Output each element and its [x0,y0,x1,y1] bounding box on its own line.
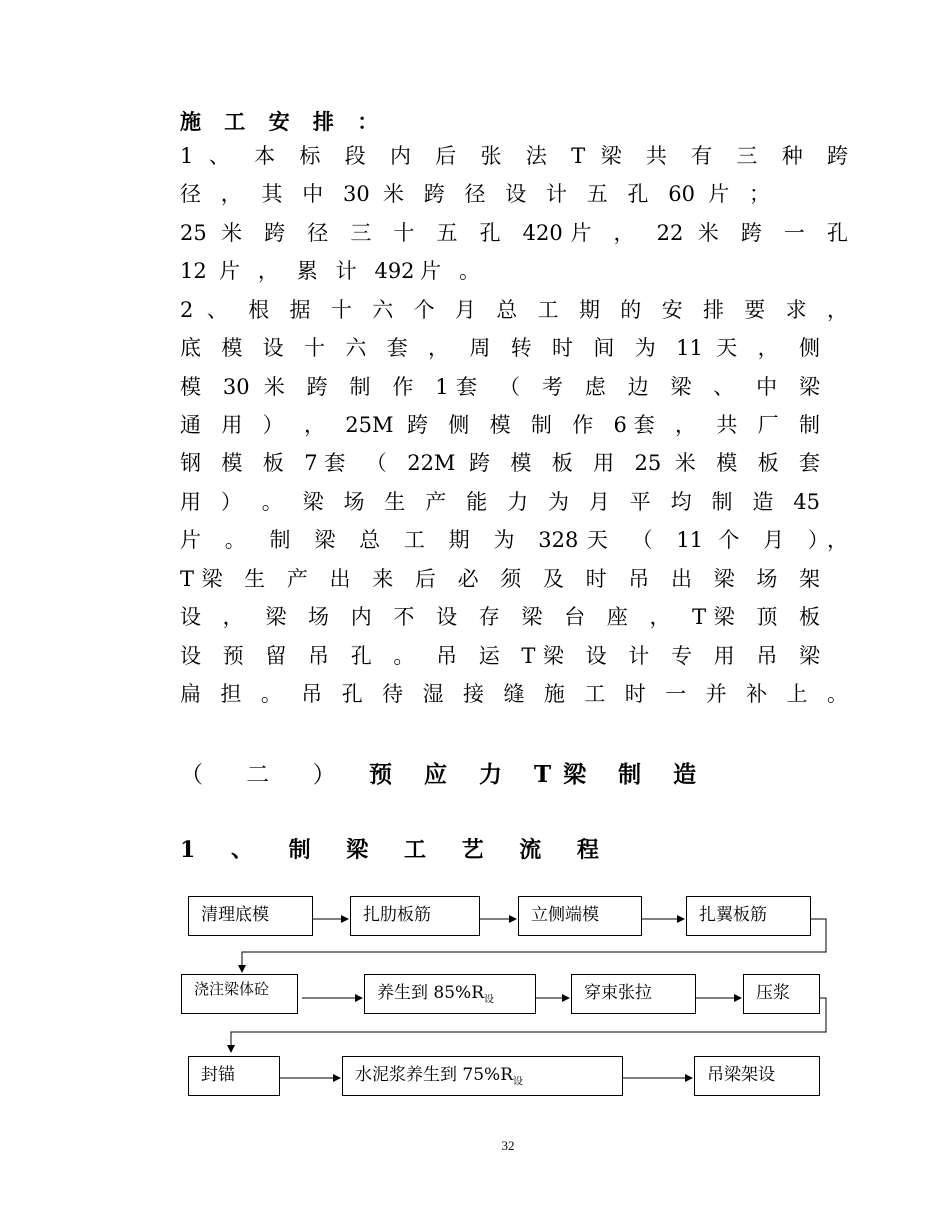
flow-step-tie-web-rebar: 扎肋板筋 [350,896,480,936]
heading-construction-plan: 施 工 安 排 ： [180,109,387,134]
paragraph-line: 25 米 跨 径 三 十 五 孔 420片 ， 22 米 跨 一 孔 [180,221,848,245]
flow-step-thread-and-tension: 穿束张拉 [571,974,696,1014]
section-title: 预 应 力 T梁 制 造 [368,761,709,788]
flow-step-set-side-end-forms: 立侧端模 [518,896,642,936]
flow-step-seal-anchors: 封锚 [188,1056,280,1096]
paragraph-line: 1 、 本 标 段 内 后 张 法 T 梁 共 有 三 种 跨 [180,144,848,168]
flow-step-grout-cure-to-75 [342,1056,623,1096]
flow-step-tie-flange-rebar: 扎翼板筋 [686,896,811,936]
paragraph-line: 通 用 ） ， 25M 跨 侧 模 制 作 6套 ， 共 厂 制 [180,413,820,437]
flow-step-clean-bottom-form: 清理底模 [188,896,313,936]
paragraph-line: 用 ） 。 梁 场 生 产 能 力 为 月 平 均 制 造 45 [180,490,820,514]
paragraph-line: 2 、 根 据 十 六 个 月 总 工 期 的 安 排 要 求 ， [180,298,848,322]
paragraph-line: 模 30 米 跨 制 作 1套 （ 考 虑 边 梁 、 中 梁 [180,375,820,399]
flow-step-subscript: 设 [484,994,494,1006]
paragraph-line: 径 ， 其 中 30 米 跨 径 设 计 五 孔 60 片 ； [180,182,770,206]
paragraph-line: T梁 生 产 出 来 后 必 须 及 时 吊 出 梁 场 架 [180,567,820,591]
flow-step-label: 水泥浆养生到 75%R [355,1065,513,1085]
flow-step-cure-to-85 [364,974,536,1014]
flow-step-label: 养生到 85%R [377,983,484,1003]
section-number: （ 二 ） [180,762,354,788]
flow-step-pour-beam-concrete: 浇注梁体砼 [181,974,298,1014]
paragraph-line: 钢 模 板 7套 （ 22M 跨 模 板 用 25 米 模 板 套 [180,451,820,475]
page-number: 32 [501,1138,515,1153]
flow-step-grouting: 压浆 [743,974,820,1014]
paragraph-line: 12 片 ， 累 计 492片 。 [180,259,480,283]
paragraph-line: 底 模 设 十 六 套 ， 周 转 时 间 为 11 天 ， 侧 [180,336,820,360]
flow-step-lift-and-erect-beam: 吊梁架设 [694,1056,820,1096]
paragraph-line: 设 预 留 吊 孔 。 吊 运 T梁 设 计 专 用 吊 梁 [180,644,820,668]
flow-step-subscript: 设 [513,1076,523,1088]
section-heading-process-flow: 1 、 制 梁 工 艺 流 程 [180,837,613,863]
paragraph-line: 设 ， 梁 场 内 不 设 存 梁 台 座 ， T梁 顶 板 [180,605,820,629]
paragraph-line: 片 。 制 梁 总 工 期 为 328天 （ 11 个 月 ）， [180,528,848,552]
paragraph-line: 扁 担 。 吊 孔 待 湿 接 缝 施 工 时 一 并 补 上 。 [180,682,848,706]
